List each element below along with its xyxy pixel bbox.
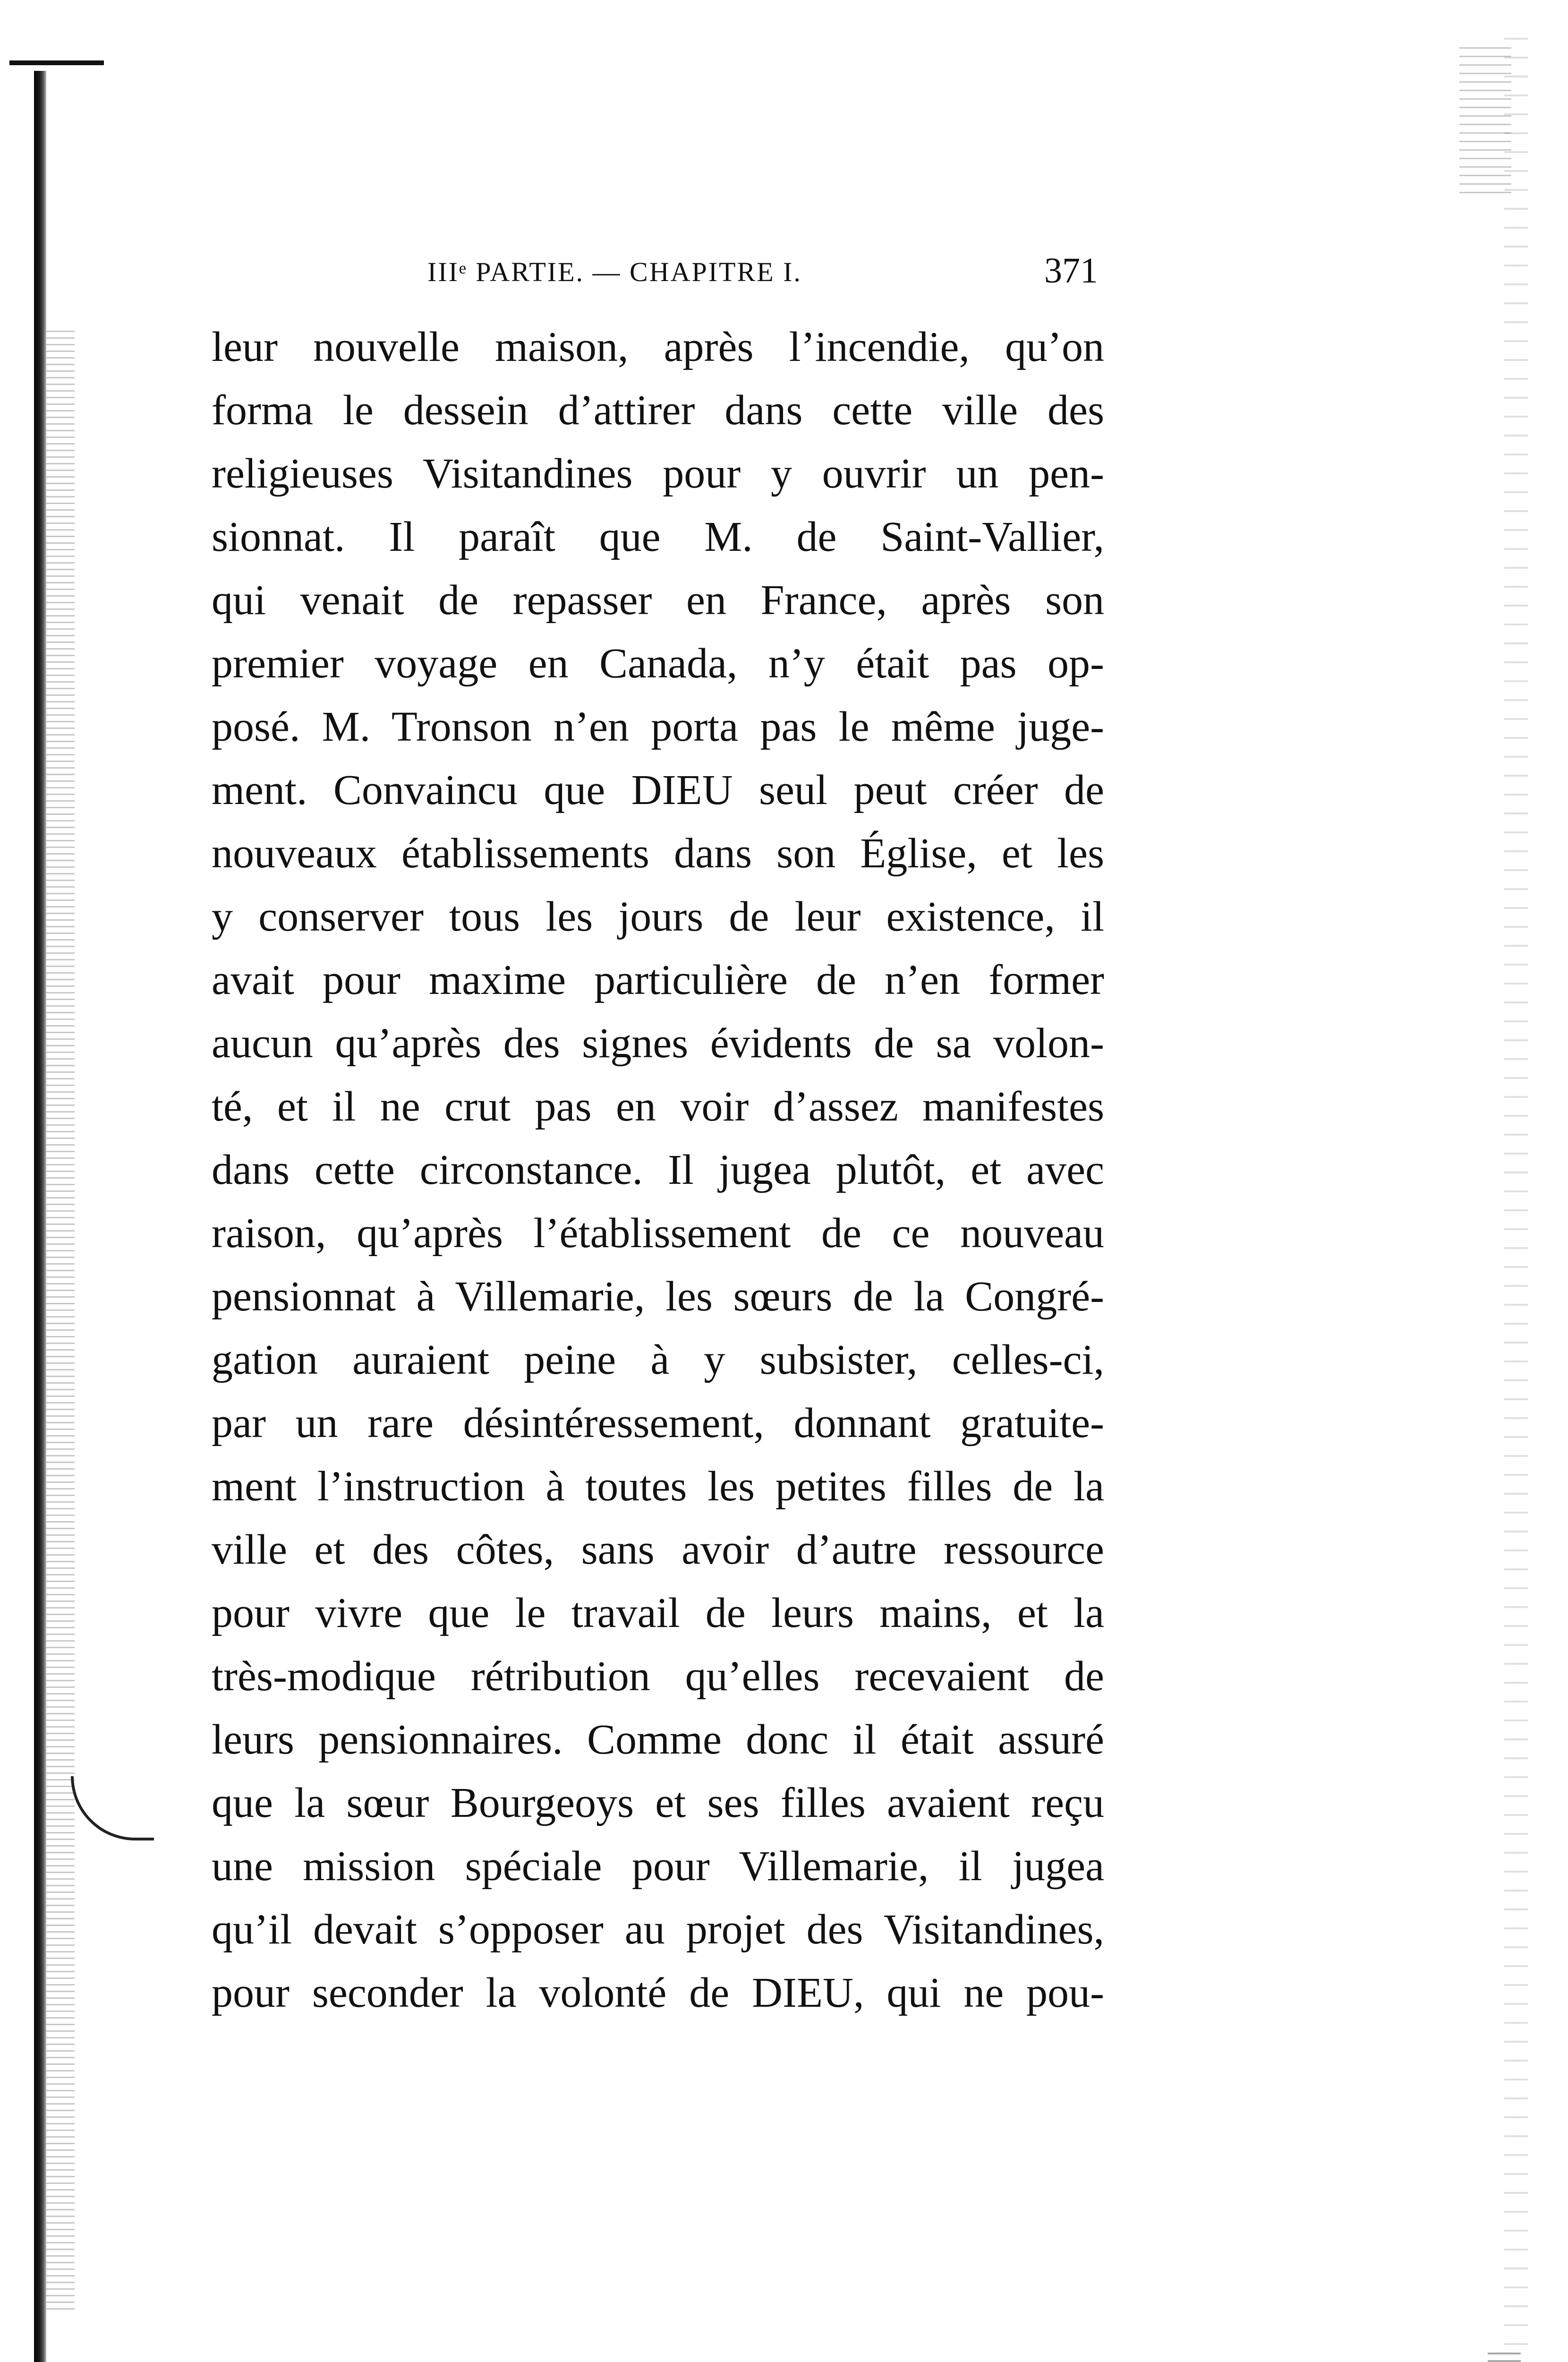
binding-texture xyxy=(46,331,75,2315)
text-line: avait pour maxime particulière de n’en former xyxy=(212,957,1104,1003)
text-line: raison, qu’après l’établissement de ce nouveau xyxy=(212,1210,1104,1257)
text-line: gation auraient peine à y subsister, celles-ci, xyxy=(212,1336,1104,1383)
right-edge-top-specks xyxy=(1459,47,1511,198)
text-line: par un rare désintéressement, donnant gratuite- xyxy=(212,1400,1104,1446)
text-line: religieuses Visitandines pour y ouvrir un pen- xyxy=(212,450,1104,497)
binding-curve-mark xyxy=(71,1776,154,1840)
text-line: ment. Convaincu que DIEU seul peut créer de xyxy=(212,767,1104,813)
text-line: pour seconder la volonté de DIEU, qui ne pou- xyxy=(212,1969,1104,2016)
right-edge-specks xyxy=(1504,38,1528,2362)
text-line: nouveaux établissements dans son Église, et les xyxy=(212,830,1104,877)
text-line: une mission spéciale pour Villemarie, il jugea xyxy=(212,1843,1104,1890)
text-line: té, et il ne crut pas en voir d’assez manifestes xyxy=(212,1083,1104,1130)
page-number: 371 xyxy=(1044,251,1098,291)
text-line: ville et des côtes, sans avoir d’autre ressource xyxy=(212,1526,1104,1573)
text-line: dans cette circonstance. Il jugea plutôt, et avec xyxy=(212,1147,1104,1193)
text-line: forma le dessein d’attirer dans cette ville des xyxy=(212,387,1104,434)
text-line: très-modique rétribution qu’elles recevaient de xyxy=(212,1653,1104,1700)
text-line: y conserver tous les jours de leur existence, il xyxy=(212,893,1104,940)
text-line: qui venait de repasser en France, après son xyxy=(212,577,1104,624)
running-header-title: IIIᵉ PARTIE. — CHAPITRE I. xyxy=(427,257,802,287)
text-line: aucun qu’après des signes évidents de sa volon- xyxy=(212,1020,1104,1067)
text-line: premier voyage en Canada, n’y était pas op- xyxy=(212,640,1104,687)
body-text xyxy=(212,316,1104,2025)
text-line: que la sœur Bourgeoys et ses filles avaient reçu xyxy=(212,1780,1104,1826)
text-line: pour vivre que le travail de leurs mains, et la xyxy=(212,1590,1104,1636)
text-line: ment l’instruction à toutes les petites filles de la xyxy=(212,1463,1104,1510)
text-line: posé. M. Tronson n’en porta pas le même juge- xyxy=(212,703,1104,750)
binding-edge-shadow xyxy=(34,71,46,2362)
text-line: leurs pensionnaires. Comme donc il était assuré xyxy=(212,1716,1104,1763)
running-header xyxy=(427,250,1098,302)
text-line: pensionnat à Villemarie, les sœurs de la Congré- xyxy=(212,1273,1104,1320)
binding-cap-mark xyxy=(9,60,104,65)
right-edge-bottom-specks xyxy=(1488,2353,1521,2362)
text-line: sionnat. Il paraît que M. de Saint-Vallier, xyxy=(212,513,1104,560)
text-line: leur nouvelle maison, après l’incendie, qu’on xyxy=(212,324,1104,370)
text-line: qu’il devait s’opposer au projet des Visitandines, xyxy=(212,1906,1104,1953)
